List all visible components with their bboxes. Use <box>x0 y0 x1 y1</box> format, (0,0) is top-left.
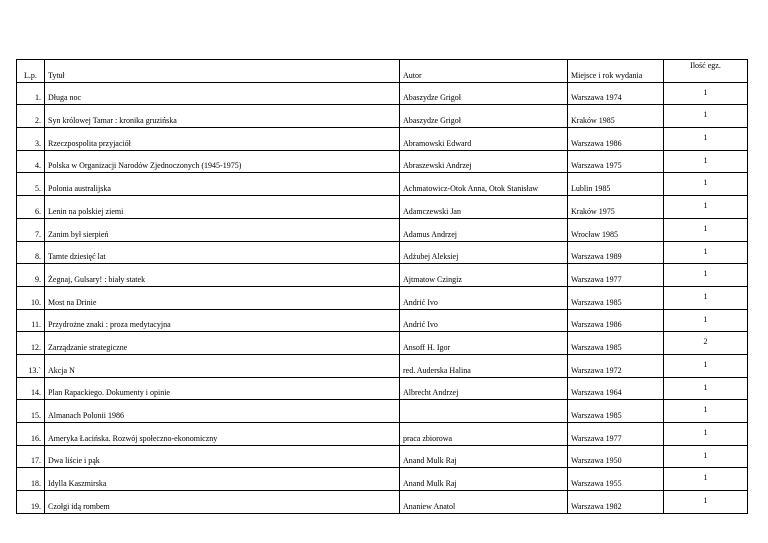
header-title: Tytuł <box>45 60 400 83</box>
cell-author: Andrić Ivo <box>400 309 568 332</box>
table-row <box>17 423 748 446</box>
cell-lp: 4. <box>17 150 45 173</box>
table-row <box>17 332 748 355</box>
cell-lp: 9. <box>17 264 45 287</box>
cell-place: Warszawa 1985 <box>568 332 664 355</box>
cell-author: Albrecht Andrzej <box>400 377 568 400</box>
cell-place: Lublin 1985 <box>568 173 664 196</box>
cell-qty: 1 <box>664 491 748 514</box>
cell-author <box>400 400 568 423</box>
cell-qty: 1 <box>664 196 748 219</box>
cell-title: Idylla Kaszmirska <box>45 468 400 491</box>
table-row <box>17 400 748 423</box>
cell-place: Kraków 1975 <box>568 196 664 219</box>
table-row <box>17 286 748 309</box>
cell-place: Warszawa 1975 <box>568 150 664 173</box>
cell-qty: 1 <box>664 150 748 173</box>
table-row <box>17 309 748 332</box>
cell-place: Warszawa 1977 <box>568 423 664 446</box>
cell-title: Most na Drinie <box>45 286 400 309</box>
cell-qty: 1 <box>664 82 748 105</box>
cell-lp: 1. <box>17 82 45 105</box>
table-row <box>17 264 748 287</box>
header-place: Miejsce i rok wydania <box>568 60 664 83</box>
cell-lp: 7. <box>17 218 45 241</box>
cell-qty: 1 <box>664 309 748 332</box>
cell-place: Warszawa 1974 <box>568 82 664 105</box>
cell-title: Żegnaj, Gulsary! : biały statek <box>45 264 400 287</box>
cell-author: Achmatowicz-Otok Anna, Otok Stanisław <box>400 173 568 196</box>
table-row <box>17 150 748 173</box>
cell-place: Warszawa 1982 <box>568 491 664 514</box>
header-qty: Ilość egz. <box>664 60 748 83</box>
table-row <box>17 173 748 196</box>
cell-author: Abraszewski Andrzej <box>400 150 568 173</box>
cell-author: Ansoff H. Igor <box>400 332 568 355</box>
cell-qty: 1 <box>664 377 748 400</box>
cell-place: Kraków 1985 <box>568 105 664 128</box>
cell-author: Anand Mulk Raj <box>400 445 568 468</box>
cell-title: Zanim był sierpień <box>45 218 400 241</box>
cell-author: Adamczewski Jan <box>400 196 568 219</box>
table-row <box>17 241 748 264</box>
cell-qty: 1 <box>664 105 748 128</box>
cell-lp: 5. <box>17 173 45 196</box>
header-author: Autor <box>400 60 568 83</box>
cell-author: Adżubej Aleksiej <box>400 241 568 264</box>
cell-qty: 1 <box>664 423 748 446</box>
cell-place: Warszawa 1986 <box>568 309 664 332</box>
cell-author: Ajtmatow Czingiz <box>400 264 568 287</box>
table-row <box>17 82 748 105</box>
cell-qty: 1 <box>664 445 748 468</box>
cell-title: Zarządzanie strategiczne <box>45 332 400 355</box>
cell-qty: 1 <box>664 218 748 241</box>
table-row <box>17 491 748 514</box>
header-lp: L.p. <box>17 60 45 83</box>
cell-author: Adamus Andrzej <box>400 218 568 241</box>
cell-qty: 1 <box>664 400 748 423</box>
cell-qty: 1 <box>664 241 748 264</box>
cell-author: Abaszydze Grigoł <box>400 105 568 128</box>
cell-title: Akcja N <box>45 354 400 377</box>
cell-place: Warszawa 1950 <box>568 445 664 468</box>
cell-title: Czołgi idą rombem <box>45 491 400 514</box>
cell-qty: 1 <box>664 354 748 377</box>
cell-title: Tamte dziesięć lat <box>45 241 400 264</box>
cell-lp: 12. <box>17 332 45 355</box>
cell-lp: 17. <box>17 445 45 468</box>
cell-author: red. Auderska Halina <box>400 354 568 377</box>
cell-title: Almanach Polonii 1986 <box>45 400 400 423</box>
cell-lp: 10. <box>17 286 45 309</box>
cell-place: Warszawa 1977 <box>568 264 664 287</box>
book-inventory-table <box>16 59 748 514</box>
cell-lp: 15. <box>17 400 45 423</box>
header-row <box>17 60 748 83</box>
table-row <box>17 196 748 219</box>
cell-author: Abramowski Edward <box>400 128 568 151</box>
cell-place: Warszawa 1972 <box>568 354 664 377</box>
cell-title: Polonia australijska <box>45 173 400 196</box>
cell-place: Warszawa 1986 <box>568 128 664 151</box>
cell-lp: 16. <box>17 423 45 446</box>
cell-lp: 11. <box>17 309 45 332</box>
cell-qty: 2 <box>664 332 748 355</box>
cell-title: Polska w Organizacji Narodów Zjednoczonych (1945-1975) <box>45 150 400 173</box>
cell-qty: 1 <box>664 264 748 287</box>
cell-place: Warszawa 1989 <box>568 241 664 264</box>
cell-author: Anand Mulk Raj <box>400 468 568 491</box>
cell-place: Wrocław 1985 <box>568 218 664 241</box>
cell-title: Syn królowej Tamar : kronika gruzińska <box>45 105 400 128</box>
cell-lp: 2. <box>17 105 45 128</box>
cell-title: Rzeczpospolita przyjaciół <box>45 128 400 151</box>
cell-title: Plan Rapackiego. Dokumenty i opinie <box>45 377 400 400</box>
cell-lp: 13.` <box>17 354 45 377</box>
cell-lp: 8. <box>17 241 45 264</box>
cell-lp: 18. <box>17 468 45 491</box>
cell-title: Ameryka Łacińska. Rozwój społeczno-ekonomiczny <box>45 423 400 446</box>
table-row <box>17 445 748 468</box>
cell-place: Warszawa 1964 <box>568 377 664 400</box>
table-row <box>17 354 748 377</box>
cell-title: Przydrożne znaki : proza medytacyjna <box>45 309 400 332</box>
cell-qty: 1 <box>664 173 748 196</box>
cell-qty: 1 <box>664 468 748 491</box>
cell-qty: 1 <box>664 128 748 151</box>
cell-place: Warszawa 1985 <box>568 286 664 309</box>
cell-title: Dwa liście i pąk <box>45 445 400 468</box>
table-row <box>17 128 748 151</box>
cell-title: Lenin na polskiej ziemi <box>45 196 400 219</box>
cell-author: praca zbiorowa <box>400 423 568 446</box>
cell-qty: 1 <box>664 286 748 309</box>
table-row <box>17 468 748 491</box>
cell-author: Abaszydze Grigoł <box>400 82 568 105</box>
cell-author: Ananiew Anatol <box>400 491 568 514</box>
cell-place: Warszawa 1985 <box>568 400 664 423</box>
cell-place: Warszawa 1955 <box>568 468 664 491</box>
table-row <box>17 105 748 128</box>
cell-title: Długa noc <box>45 82 400 105</box>
cell-lp: 3. <box>17 128 45 151</box>
cell-lp: 19. <box>17 491 45 514</box>
cell-lp: 14. <box>17 377 45 400</box>
table-row <box>17 377 748 400</box>
cell-lp: 6. <box>17 196 45 219</box>
cell-author: Andrić Ivo <box>400 286 568 309</box>
table-row <box>17 218 748 241</box>
